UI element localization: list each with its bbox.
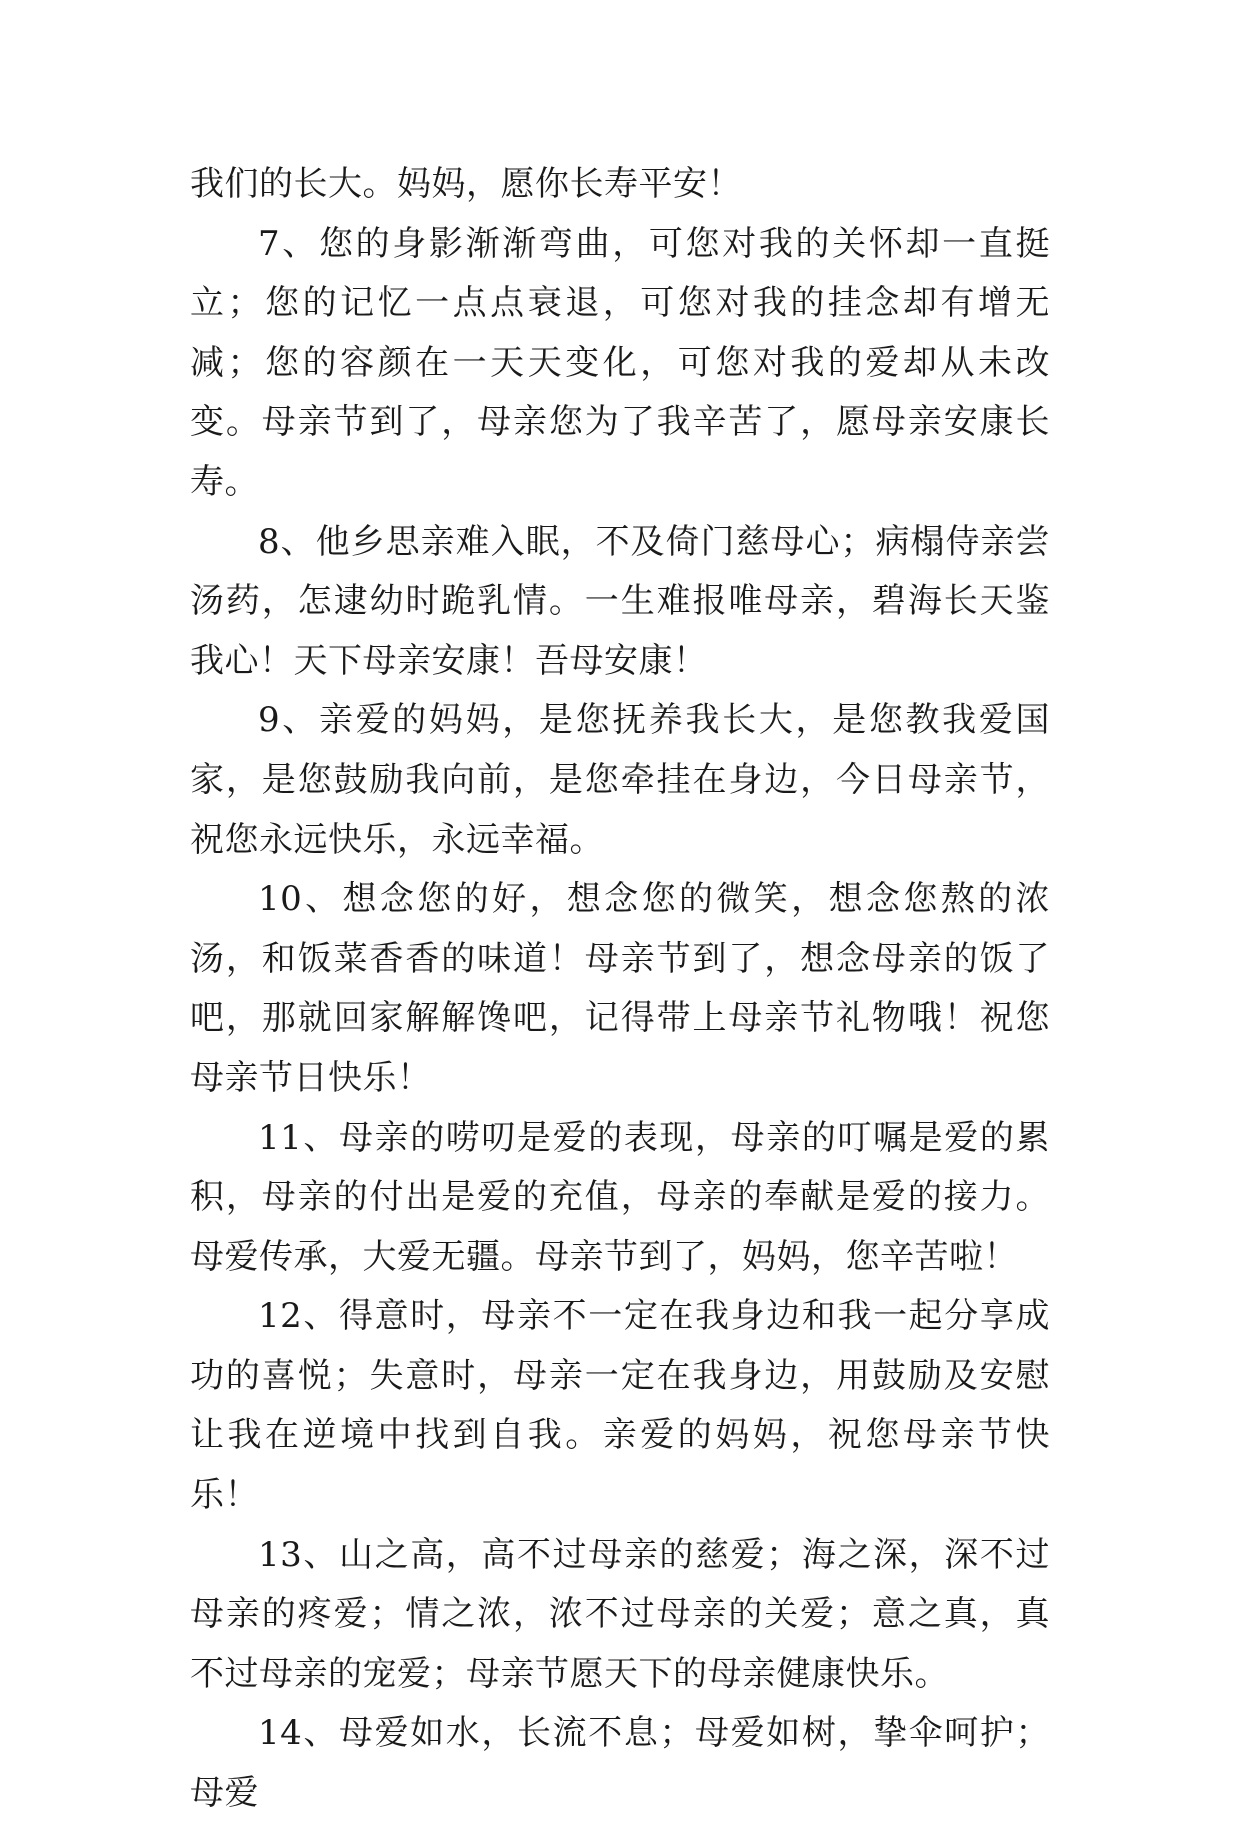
paragraph-item-9: 9、亲爱的妈妈，是您抚养我长大，是您教我爱国家，是您鼓励我向前，是您牵挂在身边，今日母亲节，祝您永远快乐，永远幸福。 (190, 700, 1050, 860)
paragraph-item-10: 10、想念您的好，想念您的微笑，想念您熬的浓汤，和饭菜香香的味道！母亲节到了，想念母亲的饭了吧，那就回家解解馋吧，记得带上母亲节礼物哦！祝您母亲节日快乐！ (190, 879, 1050, 1098)
paragraph-item-11: 11、母亲的唠叨是爱的表现，母亲的叮嘱是爱的累积，母亲的付出是爱的充值，母亲的奉献是爱的接力。母爱传承，大爱无疆。母亲节到了，妈妈，您辛苦啦！ (190, 1117, 1050, 1277)
paragraph-item-8: 8、他乡思亲难入眠，不及倚门慈母心；病榻侍亲尝汤药，怎逮幼时跪乳情。一生难报唯母亲，碧海长天鉴我心！天下母亲安康！吾母安康！ (190, 521, 1050, 681)
paragraph-item-7: 7、您的身影渐渐弯曲，可您对我的关怀却一直挺立；您的记忆一点点衰退，可您对我的挂念却有增无减；您的容颜在一天天变化，可您对我的爱却从未改变。母亲节到了，母亲您为了我辛苦了，愿母亲安康长寿。 (190, 223, 1050, 502)
document-body (190, 155, 1050, 1824)
paragraph-item-14: 14、母爱如水，长流不息；母爱如树，挚伞呵护；母爱 (190, 1713, 1050, 1814)
paragraph-item-12: 12、得意时，母亲不一定在我身边和我一起分享成功的喜悦；失意时，母亲一定在我身边，用鼓励及安慰让我在逆境中找到自我。亲爱的妈妈，祝您母亲节快乐！ (190, 1296, 1050, 1516)
paragraph-item-13: 13、山之高，高不过母亲的慈爱；海之深，深不过母亲的疼爱；情之浓，浓不过母亲的关爱；意之真，真不过母亲的宠爱；母亲节愿天下的母亲健康快乐。 (190, 1534, 1050, 1694)
paragraph-continuation: 我们的长大。妈妈，愿你长寿平安！ (190, 164, 742, 204)
